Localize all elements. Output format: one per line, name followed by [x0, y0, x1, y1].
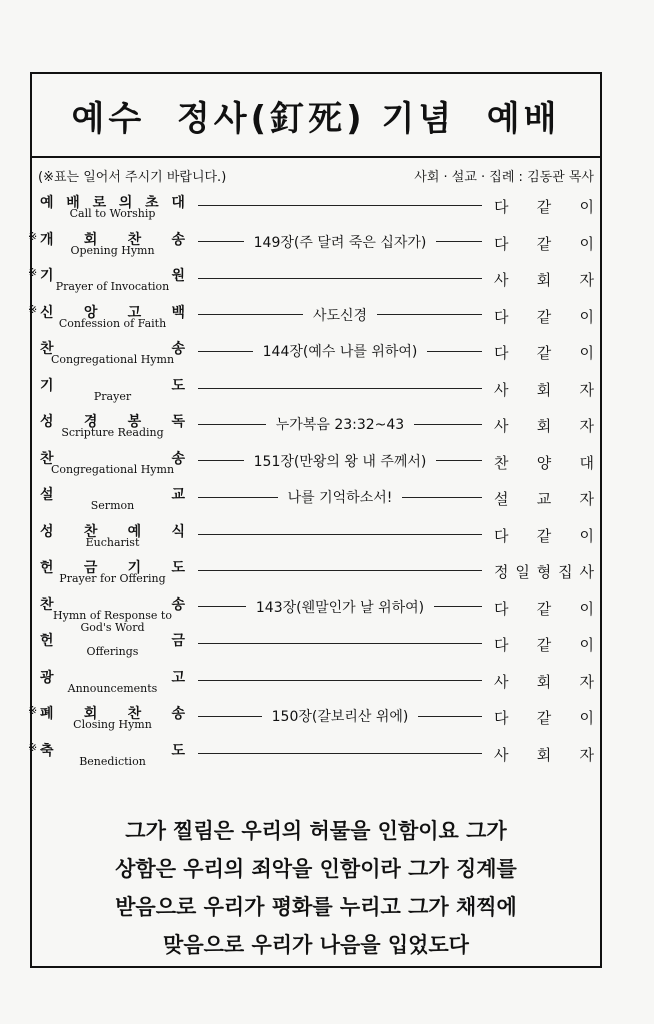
item-korean: 기 도 [40, 377, 185, 394]
item-korean: 헌 금 기 도 [40, 560, 185, 576]
leader-line [414, 424, 482, 425]
item-responsible: 사 회 자 [494, 271, 594, 289]
service-row [28, 703, 600, 739]
item-detail-line [198, 341, 482, 361]
leader-line [418, 716, 482, 717]
item-english: Closing Hymn [73, 718, 152, 731]
item-detail: 나를 기억하소서! [287, 490, 393, 506]
leader-line [198, 278, 482, 279]
officiant-info: 사회 · 설교 · 집례 : 김동관 목사 [414, 170, 594, 185]
leader-line [198, 314, 303, 315]
leader-line [377, 314, 482, 315]
item-korean: 예 배 로 의 초 대 [40, 195, 185, 211]
item-english: Eucharist [85, 535, 140, 549]
service-row [32, 594, 600, 634]
page-title: 예수 정사(釘死) 기념 예배 [71, 98, 561, 139]
service-row [32, 448, 600, 484]
standing-mark-icon: ※ [28, 740, 38, 754]
service-row [28, 229, 600, 265]
item-detail-line [198, 487, 482, 507]
item-responsible: 다 같 이 [494, 526, 594, 545]
scripture-verse [32, 812, 600, 964]
item-detail: 149장(주 달려 죽은 십자가) [253, 234, 427, 251]
item-english: Prayer of Invocation [55, 280, 170, 293]
item-korean: 축 도 [40, 742, 185, 759]
service-row [32, 192, 600, 228]
item-korean: 신 앙 고 백 [40, 304, 185, 321]
item-responsible: 사 회 자 [494, 745, 594, 764]
service-row [32, 375, 600, 411]
item-responsible: 설 교 자 [494, 490, 594, 508]
service-row [32, 338, 600, 374]
item-responsible: 다 같 이 [494, 599, 594, 618]
item-korean: 광 고 [40, 669, 185, 686]
item-english: Call to Worship [69, 207, 156, 220]
leader-line [198, 424, 266, 425]
item-responsible: 다 같 이 [494, 198, 594, 216]
item-detail: 144장(예수 나를 위하여) [262, 344, 418, 360]
item-english: Announcements [67, 681, 158, 695]
leader-line [198, 205, 482, 206]
standing-mark-icon: ※ [28, 302, 38, 316]
service-row [32, 411, 600, 447]
leader-line [436, 460, 482, 461]
item-responsible: 사 회 자 [494, 417, 594, 435]
item-korean: 개 회 찬 송 [40, 231, 185, 248]
item-detail: 누가복음 23:32~43 [275, 417, 405, 433]
leader-line [198, 716, 262, 717]
item-responsible: 사 회 자 [494, 672, 594, 691]
item-english: Scripture Reading [61, 426, 164, 439]
item-detail-line [198, 232, 482, 252]
item-responsible: 다 같 이 [494, 307, 594, 326]
item-english: Congregational Hymn [50, 462, 175, 476]
item-korean: 찬 송 [40, 341, 185, 357]
bulletin-frame [30, 72, 602, 968]
verse-line: 그가 찔림은 우리의 허물을 인함이요 그가 [125, 819, 507, 843]
item-responsible: 다 같 이 [494, 234, 594, 253]
leader-line [436, 241, 482, 242]
item-detail-line [198, 414, 482, 434]
leader-line [198, 460, 244, 461]
item-english: Prayer [93, 389, 132, 403]
leader-line [198, 606, 246, 607]
service-row [28, 302, 600, 338]
leader-line [402, 497, 482, 498]
leader-line [198, 570, 482, 571]
item-english: Benediction [79, 754, 146, 768]
service-row [32, 521, 600, 557]
item-detail-line [198, 706, 482, 726]
item-detail-line [198, 305, 482, 325]
service-row [32, 667, 600, 703]
item-english: Opening Hymn [70, 243, 155, 257]
item-detail: 150장(갈보리산 위에) [271, 709, 409, 725]
item-english: Congregational Hymn [50, 353, 175, 366]
item-detail: 143장(웬말인가 날 위하여) [255, 599, 425, 616]
leader-line [198, 388, 482, 389]
item-responsible: 다 같 이 [494, 344, 594, 362]
leader-line [198, 643, 482, 644]
item-korean: 성 경 봉 독 [40, 414, 185, 430]
item-english: Confession of Faith [58, 316, 167, 330]
item-responsible: 사 회 자 [494, 380, 594, 399]
leader-line [198, 497, 278, 498]
item-english: Hymn of Response to God's Word [53, 608, 172, 634]
item-korean: 헌 금 [40, 633, 185, 649]
standing-mark-icon: ※ [28, 229, 38, 243]
item-responsible: 다 같 이 [494, 709, 594, 727]
service-row [32, 484, 600, 520]
verse-line: 받음으로 우리가 평화를 누리고 그가 채찍에 [115, 895, 517, 919]
item-korean: 기 원 [40, 268, 185, 284]
item-english: Prayer for Offering [59, 572, 166, 585]
standing-mark-icon: ※ [28, 266, 38, 279]
verse-line: 상함은 우리의 죄악을 인함이라 그가 징계를 [115, 857, 517, 881]
standing-note: (※표는 일어서 주시기 바랍니다.) [38, 170, 227, 185]
item-detail: 151장(만왕의 왕 내 주께서) [253, 453, 427, 470]
standing-mark-icon: ※ [28, 704, 38, 717]
leader-line [198, 680, 482, 681]
item-korean: 성 찬 예 식 [40, 523, 185, 540]
service-row [32, 557, 600, 593]
leader-line [198, 351, 253, 352]
verse-line: 맞음으로 우리가 나음을 입었도다 [163, 933, 469, 957]
service-row [32, 630, 600, 666]
service-row [28, 740, 600, 776]
item-korean: 설 교 [40, 487, 185, 503]
leader-line [427, 351, 482, 352]
item-detail: 사도신경 [312, 307, 368, 324]
item-korean: 폐 회 찬 송 [40, 706, 185, 722]
item-english: Offerings [86, 645, 139, 658]
title-bar [32, 74, 600, 158]
service-row [28, 265, 600, 301]
leader-line [198, 241, 244, 242]
leader-line [198, 753, 482, 754]
item-detail-line [198, 451, 482, 471]
item-english: Sermon [90, 499, 135, 512]
item-korean: 찬 송 [40, 596, 185, 613]
leader-line [434, 606, 482, 607]
leader-line [198, 534, 482, 535]
item-detail-line [198, 597, 482, 617]
item-korean: 찬 송 [40, 450, 185, 467]
item-responsible: 다 같 이 [494, 636, 594, 654]
item-responsible: 정 일 형 집 사 [494, 563, 594, 581]
item-responsible: 찬 양 대 [494, 453, 594, 472]
